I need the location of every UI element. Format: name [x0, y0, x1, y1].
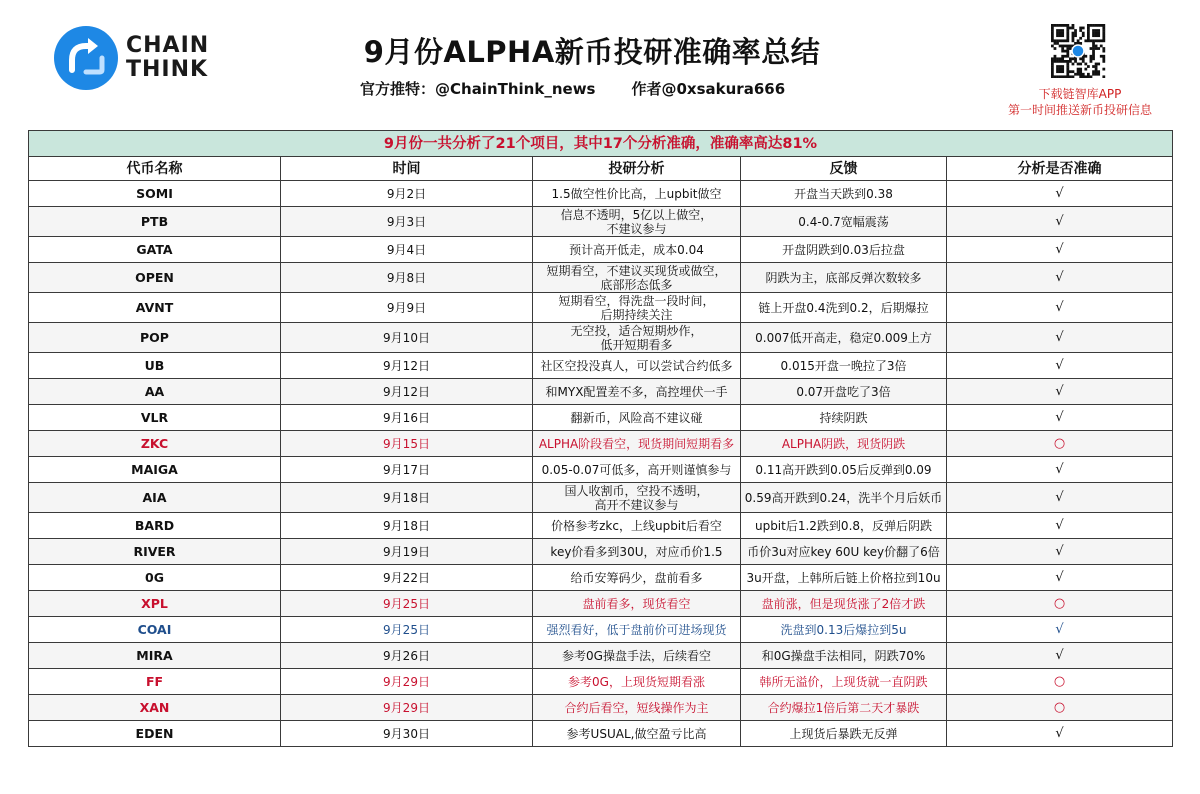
date-cell: 9月12日 — [281, 353, 533, 379]
table-row — [29, 513, 1173, 539]
analysis-cell: 盘前看多，现货看空 — [533, 591, 741, 617]
table-row — [29, 539, 1173, 565]
accuracy-mark-cell: √ — [947, 513, 1173, 539]
brand-name — [126, 34, 209, 82]
author[interactable]: 作者@0xsakura666 — [631, 80, 786, 98]
table-row — [29, 353, 1173, 379]
analysis-cell: key价看多到30U，对应币价1.5 — [533, 539, 741, 565]
analysis-cell: 社区空投没真人，可以尝试合约低多 — [533, 353, 741, 379]
analysis-cell: 预计高开低走，成本0.04 — [533, 237, 741, 263]
header-accurate: 分析是否准确 — [947, 157, 1173, 181]
token-name-cell: OPEN — [29, 263, 281, 293]
feedback-cell: ALPHA阴跌，现货阴跌 — [741, 431, 947, 457]
date-cell: 9月3日 — [281, 207, 533, 237]
date-cell: 9月30日 — [281, 721, 533, 747]
accuracy-mark-cell: √ — [947, 617, 1173, 643]
token-name-cell: 0G — [29, 565, 281, 591]
token-name-cell: XAN — [29, 695, 281, 721]
header-date: 时间 — [281, 157, 533, 181]
accuracy-mark-cell: ○ — [947, 695, 1173, 721]
analysis-cell: 无空投，适合短期炒作， 低开短期看多 — [533, 323, 741, 353]
token-name-cell: GATA — [29, 237, 281, 263]
table-row — [29, 565, 1173, 591]
date-cell: 9月25日 — [281, 617, 533, 643]
table-row — [29, 405, 1173, 431]
accuracy-mark-cell: √ — [947, 323, 1173, 353]
table-row — [29, 323, 1173, 353]
token-name-cell: MIRA — [29, 643, 281, 669]
date-cell: 9月16日 — [281, 405, 533, 431]
qr-caption-line-1: 下载链智库APP — [1038, 87, 1122, 101]
table-row — [29, 669, 1173, 695]
analysis-cell: 1.5做空性价比高，上upbit做空 — [533, 181, 741, 207]
analysis-cell: 参考0G，上现货短期看涨 — [533, 669, 741, 695]
accuracy-mark-cell: √ — [947, 539, 1173, 565]
summary-banner: 9月份一共分析了21个项目，其中17个分析准确，准确率高达81% — [29, 131, 1173, 157]
accuracy-mark-cell: √ — [947, 643, 1173, 669]
table-row — [29, 207, 1173, 237]
page-title: 9月份ALPHA新币投研准确率总结 — [363, 35, 821, 69]
table-row — [29, 237, 1173, 263]
feedback-cell: 韩所无溢价，上现货就一直阴跌 — [741, 669, 947, 695]
feedback-cell: 0.4-0.7宽幅震荡 — [741, 207, 947, 237]
date-cell: 9月4日 — [281, 237, 533, 263]
analysis-cell: 价格参考zkc，上线upbit后看空 — [533, 513, 741, 539]
accuracy-mark-cell: √ — [947, 379, 1173, 405]
header-feedback: 反馈 — [741, 157, 947, 181]
date-cell: 9月22日 — [281, 565, 533, 591]
token-name-cell: BARD — [29, 513, 281, 539]
token-name-cell: AVNT — [29, 293, 281, 323]
analysis-cell: 合约后看空，短线操作为主 — [533, 695, 741, 721]
table-row — [29, 457, 1173, 483]
feedback-cell: 和0G操盘手法相同，阴跌70% — [741, 643, 947, 669]
table-row — [29, 263, 1173, 293]
accuracy-mark-cell: √ — [947, 483, 1173, 513]
table-row — [29, 695, 1173, 721]
table-row — [29, 617, 1173, 643]
feedback-cell: 链上开盘0.4洗到0.2，后期爆拉 — [741, 293, 947, 323]
feedback-cell: 盘前涨，但是现货涨了2倍才跌 — [741, 591, 947, 617]
summary-table — [28, 130, 1173, 747]
date-cell: 9月15日 — [281, 431, 533, 457]
token-name-cell: AIA — [29, 483, 281, 513]
analysis-cell: 短期看空，得洗盘一段时间， 后期持续关注 — [533, 293, 741, 323]
date-cell: 9月18日 — [281, 483, 533, 513]
date-cell: 9月19日 — [281, 539, 533, 565]
qr-caption-line-2: 第一时间推送新币投研信息 — [1007, 103, 1152, 117]
accuracy-mark-cell: √ — [947, 207, 1173, 237]
accuracy-mark-cell: √ — [947, 565, 1173, 591]
date-cell: 9月25日 — [281, 591, 533, 617]
accuracy-mark-cell: √ — [947, 263, 1173, 293]
date-cell: 9月18日 — [281, 513, 533, 539]
accuracy-mark-cell: √ — [947, 181, 1173, 207]
feedback-cell: 阴跌为主，底部反弹次数较多 — [741, 263, 947, 293]
token-name-cell: UB — [29, 353, 281, 379]
token-name-cell: ZKC — [29, 431, 281, 457]
analysis-cell: 给币安筹码少，盘前看多 — [533, 565, 741, 591]
token-name-cell: XPL — [29, 591, 281, 617]
accuracy-mark-cell: ○ — [947, 591, 1173, 617]
table-row — [29, 643, 1173, 669]
feedback-cell: 0.11高开跌到0.05后反弹到0.09 — [741, 457, 947, 483]
table-row — [29, 721, 1173, 747]
date-cell: 9月29日 — [281, 669, 533, 695]
token-name-cell: VLR — [29, 405, 281, 431]
analysis-cell: 0.05-0.07可低多，高开则谨慎参与 — [533, 457, 741, 483]
token-name-cell: MAIGA — [29, 457, 281, 483]
analysis-cell: 强烈看好，低于盘前价可进场现货 — [533, 617, 741, 643]
token-name-cell: EDEN — [29, 721, 281, 747]
accuracy-mark-cell: √ — [947, 457, 1173, 483]
feedback-cell: upbit后1.2跌到0.8，反弹后阴跌 — [741, 513, 947, 539]
feedback-cell: 洗盘到0.13后爆拉到5u — [741, 617, 947, 643]
chainthink-logo-icon — [52, 24, 120, 92]
token-name-cell: POP — [29, 323, 281, 353]
date-cell: 9月10日 — [281, 323, 533, 353]
date-cell: 9月2日 — [281, 181, 533, 207]
accuracy-mark-cell: √ — [947, 721, 1173, 747]
brand-line-2: THINK — [126, 57, 209, 82]
token-name-cell: RIVER — [29, 539, 281, 565]
brand-line-1: CHAIN — [126, 33, 210, 58]
date-cell: 9月26日 — [281, 643, 533, 669]
table-row — [29, 431, 1173, 457]
accuracy-mark-cell: ○ — [947, 431, 1173, 457]
feedback-cell: 3u开盘，上韩所后链上价格拉到10u — [741, 565, 947, 591]
feedback-cell: 合约爆拉1倍后第二天才暴跌 — [741, 695, 947, 721]
official-twitter[interactable]: 官方推特：@ChainThink_news — [360, 80, 596, 98]
accuracy-mark-cell: √ — [947, 353, 1173, 379]
qr-code-icon[interactable] — [1045, 24, 1111, 78]
feedback-cell: 0.07开盘吃了3倍 — [741, 379, 947, 405]
summary-table-wrapper — [28, 130, 1172, 747]
table-row — [29, 483, 1173, 513]
date-cell: 9月12日 — [281, 379, 533, 405]
qr-caption — [990, 86, 1170, 118]
token-name-cell: SOMI — [29, 181, 281, 207]
date-cell: 9月9日 — [281, 293, 533, 323]
header-analysis: 投研分析 — [533, 157, 741, 181]
accuracy-mark-cell: √ — [947, 237, 1173, 263]
analysis-cell: 翻新币，风险高不建议碰 — [533, 405, 741, 431]
date-cell: 9月8日 — [281, 263, 533, 293]
table-row — [29, 591, 1173, 617]
token-name-cell: COAI — [29, 617, 281, 643]
feedback-cell: 开盘当天跌到0.38 — [741, 181, 947, 207]
summary-banner-row — [29, 131, 1173, 157]
feedback-cell: 0.59高开跌到0.24，洗半个月后妖币 — [741, 483, 947, 513]
analysis-cell: ALPHA阶段看空，现货期间短期看多 — [533, 431, 741, 457]
accuracy-mark-cell: √ — [947, 293, 1173, 323]
header-token-name: 代币名称 — [29, 157, 281, 181]
feedback-cell: 上现货后暴跌无反弹 — [741, 721, 947, 747]
feedback-cell: 0.007低开高走，稳定0.009上方 — [741, 323, 947, 353]
token-name-cell: AA — [29, 379, 281, 405]
table-header-row — [29, 157, 1173, 181]
analysis-cell: 参考0G操盘手法，后续看空 — [533, 643, 741, 669]
feedback-cell: 币价3u对应key 60U key价翻了6倍 — [741, 539, 947, 565]
feedback-cell: 持续阴跌 — [741, 405, 947, 431]
accuracy-mark-cell: √ — [947, 405, 1173, 431]
analysis-cell: 国人收割币，空投不透明， 高开不建议参与 — [533, 483, 741, 513]
date-cell: 9月29日 — [281, 695, 533, 721]
feedback-cell: 开盘阴跌到0.03后拉盘 — [741, 237, 947, 263]
analysis-cell: 信息不透明，5亿以上做空， 不建议参与 — [533, 207, 741, 237]
token-name-cell: PTB — [29, 207, 281, 237]
table-row — [29, 181, 1173, 207]
analysis-cell: 参考USUAL,做空盈亏比高 — [533, 721, 741, 747]
chainthink-logo — [52, 24, 227, 92]
analysis-cell: 和MYX配置差不多，高控埋伏一手 — [533, 379, 741, 405]
subtitle — [360, 78, 785, 99]
table-row — [29, 293, 1173, 323]
token-name-cell: FF — [29, 669, 281, 695]
accuracy-mark-cell: ○ — [947, 669, 1173, 695]
analysis-cell: 短期看空，不建议买现货或做空， 底部形态低多 — [533, 263, 741, 293]
date-cell: 9月17日 — [281, 457, 533, 483]
table-row — [29, 379, 1173, 405]
feedback-cell: 0.015开盘一晚拉了3倍 — [741, 353, 947, 379]
